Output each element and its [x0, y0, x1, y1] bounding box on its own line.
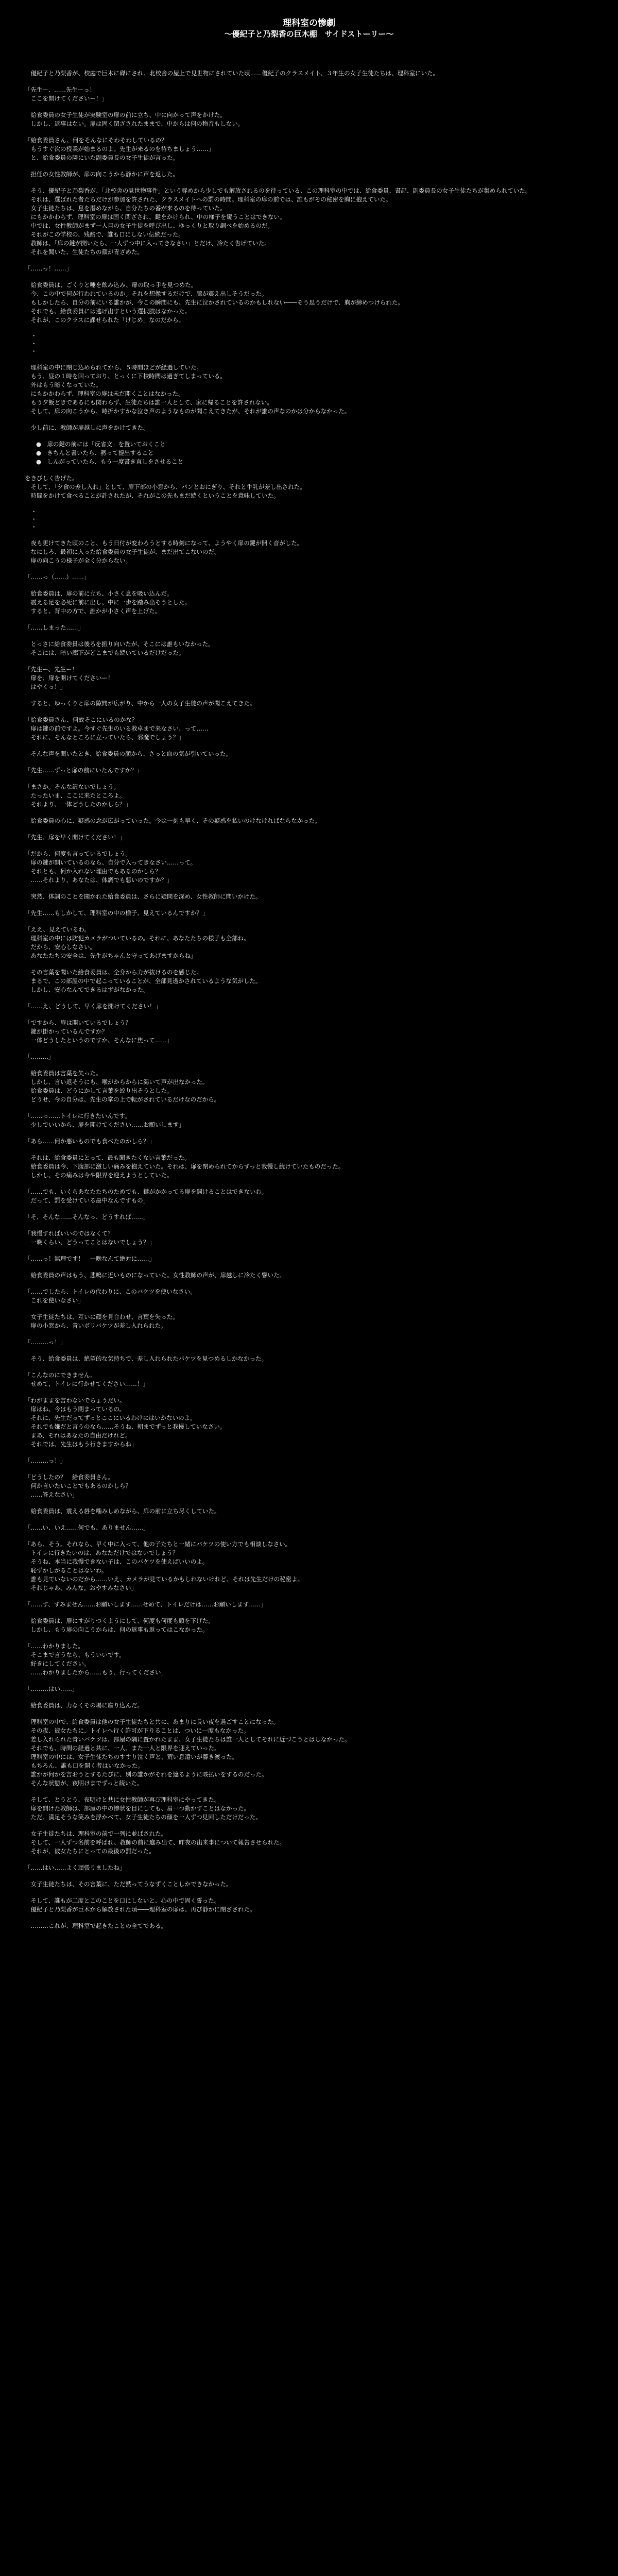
story-paragraph: 「こんなのにできません。 せめて、トイレに行かせてください……！」 — [25, 1371, 149, 1387]
story-paragraph: 担任の女性教師が、扉の向こうから静かに声を返した。 — [25, 171, 179, 178]
story-paragraph: 給食委員は言葉を失った。 しかし、言い返そうにも、喉がからからに渇いて声が出なかった。 給食委員は、どうにかして言葉を絞り出そうとした。 どうせ、今の自分は、先生の掌の上で転がされているだけなのだから。 — [30, 1070, 220, 1103]
story-paragraph: 「……っ……トイレに行きたいんです。 少しでいいから、扉を開けてください……お願いします」 — [25, 1112, 185, 1128]
story-paragraph: 「………っ！」 — [25, 1338, 66, 1346]
story-paragraph: 給食委員の声はもう、悲鳴に近いものになっていた。女性教師の声が、扉越しに冷たく響いた。 — [25, 1272, 285, 1279]
story-paragraph: 「……っ（……）……」 — [25, 573, 90, 581]
story-paragraph: 「……っ！無理です！ 一晩なんて絶対に……」 — [25, 1255, 155, 1262]
story-paragraph: 「まさか。そんな訳ないでしょう。 たったいま、ここに来たところよ。 それより、一体どうしたのかしら？」 — [25, 783, 131, 808]
story-paragraph: 「……っ！……」 — [25, 265, 72, 272]
story-paragraph: 給食委員は、力なくその場に座り込んだ。 — [25, 1702, 143, 1709]
story-body — [25, 69, 593, 1930]
story-paragraph: 「……でしたら、トイレの代わりに、このバケツを使いなさい。 これを使いなさい」 — [25, 1288, 196, 1304]
story-paragraph: 「………」 — [25, 1053, 55, 1060]
story-paragraph: 突然、体調のことを聞かれた給食委員は、さらに疑問を深め、女性教師に問いかけた。 — [25, 893, 262, 900]
story-paragraph: 女子生徒たちは、その言葉に、ただ黙ってうなずくことしかできなかった。 — [25, 1880, 232, 1888]
story-paragraph: 「給食委員さん、何をそんなにそわそわしているの？ もうすぐ次の授業が始まるのよ。先生が来るのを待ちましょう……」 と、給食委員の隣にいた副委員長の女子生徒が言った。 — [25, 137, 214, 161]
story-paragraph: 「……い、いえ……何でも、ありません……」 — [25, 1524, 149, 1531]
story-paragraph: 「………はい……」 — [25, 1685, 78, 1692]
story-paragraph: をきびしく告げた。 そして、「夕食の差し入れ」として、扉下部の小窓から、パンとおにぎり、それと牛乳が差し出された。 時間をかけて食べることが許されたが、それがこの先もまだ続くということを意味していた。 — [25, 474, 306, 499]
story-paragraph: 給食委員の心に、疑惑の念が広がっていった。今は一刻も早く、その疑惑を払いのけなければならなかった。 — [25, 817, 321, 824]
story-paragraph: 「……え、どうして、早く扉を開けてください！」 — [25, 1003, 161, 1010]
story-paragraph: 「我慢すればいいのではなくて？ 一晩くらい、どうってことはないでしょう？」 — [25, 1230, 155, 1246]
story-paragraph: 「先生……ずっと扉の前にいたんですか？」 — [25, 767, 143, 774]
story-paragraph: 「ええ、見えているわ。 理科室の中には防犯カメラがついているの。それに、あなたたちの様子も全部ね。 だから、安心しなさい。 あなたたちの安全は、先生がちゃんと守ってあげますからね」 — [25, 926, 250, 959]
title-block — [25, 18, 593, 39]
story-paragraph: 給食委員は、震える唇を噛みしめながら、扉の前に立ち尽くしていた。 — [25, 1507, 220, 1515]
story-paragraph: とっさに給食委員は後ろを振り向いたが、そこには誰もいなかった。 そこには、暗い廊下がどこまでも続いているだけだった。 — [30, 640, 214, 656]
story-paragraph: 少し前に、教師が扉越しに声をかけてきた。 — [25, 424, 149, 431]
story-paragraph: そんな声を聞いたとき、給食委員の顔から、さっと血の気が引いていった。 — [25, 750, 232, 757]
story-paragraph: 「先生ー、先生ー！ 扉を、扉を開けてくださいー！ はやくっ！」 — [25, 666, 114, 690]
story-paragraph: 「あら、そう。それなら、早く中に入って、他の子たちと一緒にバケツの使い方でも相談しなさい。 トイレに行きたいのは、あなただけではないでしょう？ そうね、本当に我慢できない子は、このバケツを使えばいいのよ。 恥ずかしがることはないわ。 誰も見ていないのだから……いえ、カメラが見ているかもしれないけれど、それは先生だけの秘密よ。 それじゃあ、みんな。おやすみなさい」 — [25, 1540, 304, 1591]
story-paragraph: 「どうしたの？ 給食委員さん。 何か言いたいことでもあるのかしら？ ……答えなさい」 — [25, 1473, 131, 1498]
story-paragraph: 「……す、すみません……お願いします……せめて、トイレだけは……お願いします……」 — [25, 1601, 267, 1608]
page-subtitle: 〜優紀子と乃梨香の巨木棚 サイドストーリー〜 — [224, 29, 394, 39]
story-paragraph: 女子生徒たちは、互いに顔を見合わせ、言葉を失った。 扉の小窓から、青いポリバケツが差し入れられた。 — [30, 1313, 179, 1329]
story-paragraph: 「だから、何度も言っているでしょう。 扉の鍵が開いているのなら、自分で入ってきなさい……って。 それとも、何か入れない理由でもあるのかしら？ ……それより、あなたは、体調でも悪いのですか？」 — [25, 850, 197, 884]
story-paragraph: ● 扉の鍵の前には「反省文」を置いておくこと ● きちんと書いたら、黙って提出すること ● しんがっていたら、もう一度書き直しをさせること — [36, 440, 184, 465]
story-paragraph: そう、給食委員は、絶望的な気持ちで、差し入れられたバケツを見つめるしかなかった。 — [25, 1355, 268, 1362]
story-paragraph: 「ですから、扉は開いているでしょう？ 鍵が掛かっているんですか？ 一体どうしたというのですか、そんなに焦って……」 — [25, 1019, 173, 1044]
page-title: 理科室の惨劇 — [283, 18, 335, 28]
story-paragraph: 「先生、扉を早く開けてください！」 — [25, 834, 126, 841]
story-paragraph: ………これが、理科室で起きたことの全てである。 — [25, 1922, 167, 1929]
story-paragraph: 給食委員は、扉の前に立ち、小さく息を吸い込んだ。 震える足を必死に前に出し、中に一歩を踏み出そうとした。 すると、背中の方で、誰かが小さく声を上げた。 — [30, 590, 191, 615]
story-paragraph: 「あら……何か悪いものでも食べたのかしら？」 — [25, 1138, 155, 1145]
story-paragraph: 「……しまった……」 — [25, 624, 84, 631]
story-paragraph: 女子生徒たちは、理科室の前で一列に並ばされた。 そして、一人ずつ名前を呼ばれ、教師の前に進み出て、昨夜の出来事について報告させられた。 それが、彼女たちにとっての最後の罰だった。 — [30, 1830, 285, 1855]
story-paragraph: ・ ・ ・ — [31, 508, 37, 531]
story-paragraph: 「わがままを言わないでちょうだい。 扉はね、今はもう閉まっているの。 それに、先生だってずっとここにいるわけにはいかないのよ。 それでも嫌だと言うのなら……そうね、朝までずっと我慢していなさい。 まあ、それはあなたの自由だけれど。 それでは、先生はもう行きますからね」 — [25, 1397, 226, 1448]
story-paragraph: 「……はい……よく頑張りましたね」 — [25, 1864, 126, 1871]
story-paragraph: 「……でも、いくらあなたたちのためでも、鍵がかかってる扉を開けることはできないわ。 だって、罰を受けている最中なんですもの」 — [25, 1188, 268, 1204]
story-paragraph: 優紀子と乃梨香が、校庭で巨木に磔にされ、北校舎の屋上で見世物にされていた頃……優紀子のクラスメイト、３年生の女子生徒たちは、理科室にいた。 — [25, 70, 439, 77]
story-paragraph: 「………っ！」 — [25, 1457, 66, 1464]
story-paragraph: ・ ・ ・ — [31, 332, 37, 355]
story-paragraph: そして、とうとう、夜明けと共に女性教師が再び理科室にやってきた。 扉を開けた教師は、部屋の中の惨状を目にしても、眉一つ動かすことはなかった。 ただ、満足そうな笑みを浮かべて、女子生徒たちの顔を一人ずつ見回しただけだった。 — [30, 1796, 262, 1821]
story-paragraph: 給食委員は、ごくりと唾を飲み込み、扉の取っ手を見つめた。 今、この中で何が行われているのか。それを想像するだけで、膝が震え出しそうだった。 もしかしたら、自分の前にいる誰かが、今この瞬間にも、先生に泣かされているのかもしれない――そう思うだけで、胸が締めつけられた。 それでも、給食委員には逃げ出すという選択肢はなかった。 それが、このクラスに課せられた「けじめ」なのだから。 — [30, 281, 404, 324]
story-paragraph: 給食委員は、扉にすがりつくようにして、何度も何度も頭を下げた。 しかし、もう扉の向こうからは、何の返事も返ってはこなかった。 — [30, 1617, 214, 1633]
story-paragraph: 理科室の中で、給食委員は他の女子生徒たちと共に、あまりに長い夜を過ごすことになった。 その夜、彼女たちに、トイレへ行く許可が下りることは、ついに一度もなかった。 差し入れられた青いバケツは、部屋の隅に置かれたまま、女子生徒たちは誰一人としてそれに近づこうとはしなかった。 それでも、時間の経過と共に、一人、また一人と限界を迎えていった。 理科室の中には、女子生徒たちのすすり泣く声と、荒い息遣いが響き渡った。 もちろん、誰も口を開く者はいなかった。 誰かが何かを言おうとするたびに、別の誰かがそれを遮るように咳払いをするのだった。 そんな状態が、夜明けまでずっと続いた。 — [30, 1718, 351, 1787]
story-paragraph: 「先生ー、……先生ーっ！ ここを開けてくださいー！」 — [25, 86, 108, 102]
story-paragraph: 「そ、そんな……そんなっ、どうすれば……」 — [25, 1213, 149, 1221]
story-paragraph: 理科室の中に閉じ込められてから、５時間ほどが経過していた。 もう、昼の１時を回っており、とっくに下校時間は過ぎてしまっている。 外はもう暗くなっていた。 にもかかわらず、理科室の扉は未だ開くことはなかった。 もう夕飯どきであるにも関わらず、生徒たちは誰一人として、家に帰ることを許されない。 そして、扉の向こうから、時折かすかな泣き声のようなものが聞こえてきたが、それが誰の声なのかは分からなかった。 — [30, 364, 351, 415]
story-paragraph: すると、ゆっくりと扉の隙間が広がり、中から一人の女子生徒の声が聞こえてきた。 — [25, 700, 256, 707]
story-paragraph: 「……わかりました。 そこまで言うなら、もういいです。 好きにしてください。 ……わかりましたから……もう、行ってください」 — [25, 1642, 167, 1676]
story-paragraph: 給食委員の女子生徒が実験室の扉の前に立ち、中に向かって声をかけた。 しかし、返事はない。扉は固く閉ざされたままで、中からは何の物音もしない。 — [30, 111, 244, 127]
story-paragraph: 「先生……もしかして、理科室の中の様子、見えているんですか？」 — [25, 909, 209, 917]
story-paragraph: そして、誰もが二度とこのことを口にしないと、心の中で固く誓った。 優紀子と乃梨香が巨木から解放された頃――理科室の扉は、再び静かに閉ざされた。 — [30, 1897, 256, 1913]
story-paragraph: その言葉を聞いた給食委員は、全身から力が抜けるのを感じた。 まるで、この部屋の中で起こっていることが、全部見透かされているような気がした。 しかし、安心なんてできるはずがなかった。 — [30, 969, 262, 993]
story-paragraph: 「給食委員さん、何故そこにいるのかな？ 扉は鍵の前ですよ。今すぐ先生のいる教卓まで来なさい、って…… それに、そんなところに立っていたら、邪魔でしょう？」 — [25, 716, 209, 741]
story-paragraph: それは、給食委員にとって、最も聞きたくない言葉だった。 給食委員は今、下腹部に激しい痛みを抱えていた。それは、扉を閉められてからずっと我慢し続けていたものだった。 しかし、その痛みは今や限界を迎えようとしていた。 — [30, 1154, 345, 1179]
story-paragraph: そう、優紀子と乃梨香が、「北校舎の見世物事件」という辱めから少しでも解放されるのを待っている、この理科室の中では、給食委員、書記、副委員長の女子生徒たちが集められていた。 それは、選ばれた者たちだけが参加を許された、クラスメイトへの罰の時間。理科室の扉の前では、誰もがその秘密を胸に抱えていた。 女子生徒たちは、息を潜めながら、自分たちの番が来るのを待っていた。 にもかかわらず、理科室の扉は固く閉ざされ、鍵をかけられ、中の様子を窺うことはできない。 中では、女性教師がまず一人目の女子生徒を呼び出し、ゆっくりと取り調べを始めるのだ。 それがこの学校の、残酷で、誰も口にしない伝統だった。 教師は、「扉の鍵が開いたら、一人ずつ中に入ってきなさい」とだけ、冷たく告げていた。 それを聞いた、生徒たちの顔が青ざめた。 — [30, 187, 531, 256]
story-paragraph: 夜も更けてきた頃のこと、もう日付が変わろうとする時刻になって、ようやく扉の鍵が開く音がした。 なにしろ、最初に入った給食委員の女子生徒が、まだ出てこないのだ。 扉の向こうの様子が全く分からない。 — [30, 539, 303, 564]
